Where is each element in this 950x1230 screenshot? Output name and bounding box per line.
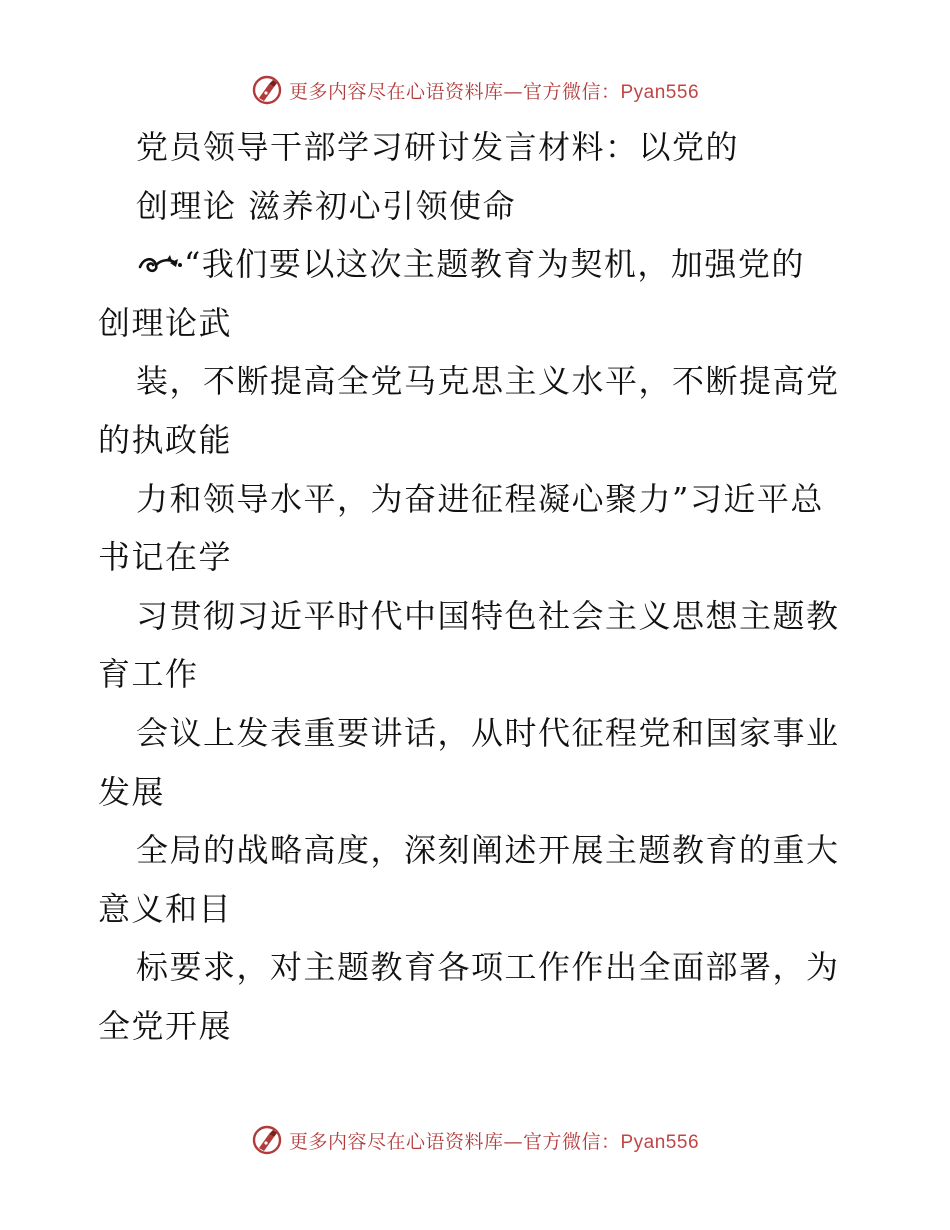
watermark-text	[289, 77, 699, 104]
body-line: 全局的战略高度，深刻阐述开展主题教育的重大	[136, 831, 840, 870]
pen-nib-logo-icon	[251, 74, 283, 106]
body-line: 发展	[98, 772, 166, 811]
body-line: 习贯彻习近平时代中国特色社会主义思想主题教	[136, 596, 840, 635]
header-watermark	[0, 72, 950, 108]
watermark-wechat-id: Pyan556	[620, 1131, 700, 1153]
title-line-2: 创理论 滋养初心引领使命	[136, 186, 517, 225]
body-line: 标要求，对主题教育各项工作作出全面部署，为	[136, 948, 840, 987]
body-line: 育工作	[98, 655, 199, 694]
watermark-wechat-id: Pyan556	[620, 81, 700, 103]
watermark-text	[289, 1127, 699, 1154]
body-line: 会议上发表重要讲话，从时代征程党和国家事业	[136, 713, 840, 752]
watermark-label: 更多内容尽在心语资料库—官方微信：	[288, 1130, 621, 1153]
fleuron-ornament-icon	[136, 249, 184, 279]
body-line: 全党开展	[98, 1006, 233, 1045]
document-body	[98, 118, 858, 1056]
body-line: 书记在学	[98, 538, 233, 577]
body-first-line-text: “我们要以这次主题教育为契机，加强党的	[184, 245, 805, 284]
body-line: 意义和目	[98, 889, 233, 928]
body-first-line	[98, 235, 858, 294]
body-line: 装，不断提高全党马克思主义水平，不断提高党	[136, 362, 840, 401]
body-line: 的执政能	[98, 420, 233, 459]
body-line: 力和领导水平，为奋进征程凝心聚力”习近平总	[136, 479, 824, 518]
body-line: 创理论武	[98, 303, 233, 342]
title-line-1: 党员领导干部学习研讨发言材料：以党的	[136, 128, 740, 166]
pen-nib-logo-icon	[251, 1124, 283, 1156]
watermark-label: 更多内容尽在心语资料库—官方微信：	[288, 80, 621, 103]
footer-watermark	[0, 1122, 950, 1158]
